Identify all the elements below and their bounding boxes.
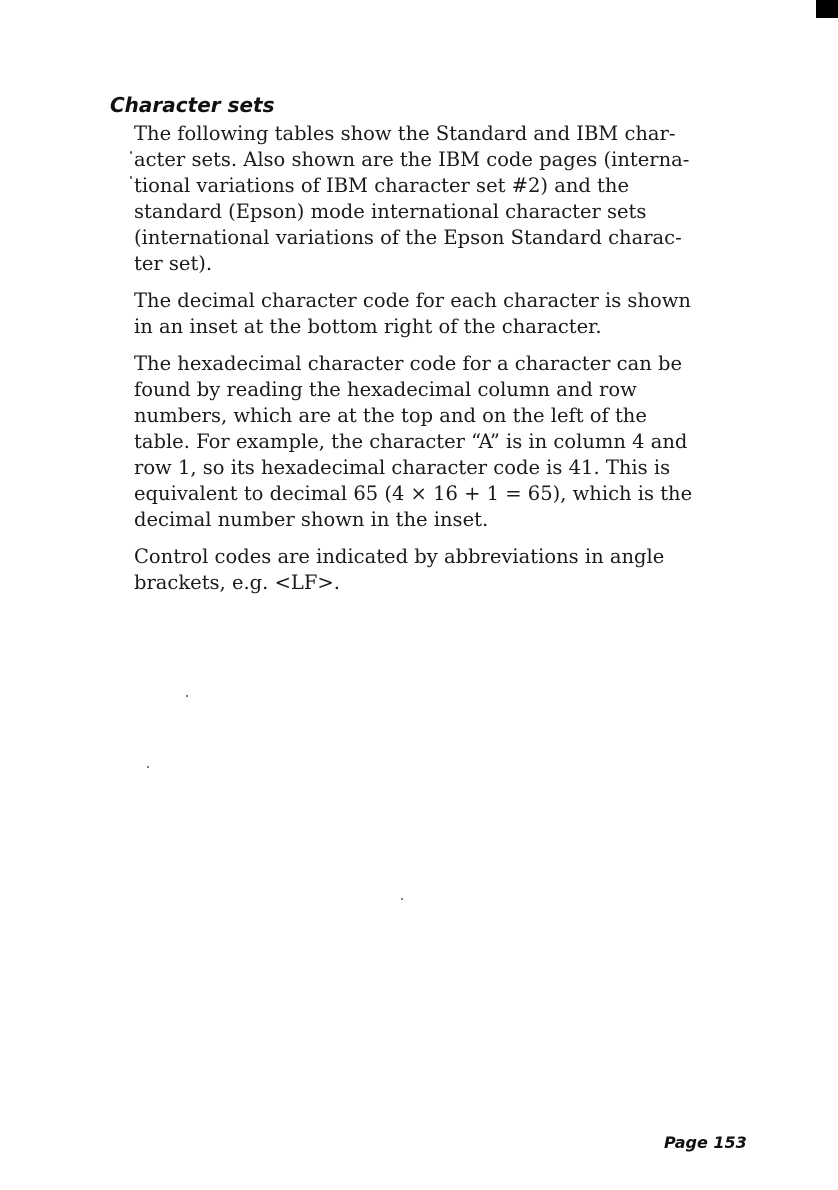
scan-speck (130, 176, 132, 179)
page-number: Page 153 (664, 1133, 747, 1152)
section-heading: Character sets (110, 93, 275, 117)
text-line: decimal number shown in the inset. (134, 508, 489, 531)
text-line: tional variations of IBM character set #2) and the (134, 174, 629, 197)
text-line: standard (Epson) mode international character sets (134, 200, 647, 223)
text-line: acter sets. Also shown are the IBM code pages (interna- (134, 148, 690, 171)
paragraph-decimal-code (134, 288, 744, 340)
text-line: numbers, which are at the top and on the left of the (134, 404, 647, 427)
text-line: The hexadecimal character code for a character can be (134, 352, 683, 375)
body-text (134, 121, 744, 607)
scan-speck (186, 695, 188, 697)
corner-tab-mark (816, 0, 838, 18)
text-line: The following tables show the Standard and IBM char- (134, 122, 676, 145)
scan-speck (147, 766, 149, 768)
text-line: row 1, so its hexadecimal character code is 41. This is (134, 456, 671, 479)
text-line: Control codes are indicated by abbreviations in angle (134, 545, 665, 568)
text-line: (international variations of the Epson Standard charac- (134, 226, 682, 249)
text-line: ter set). (134, 252, 213, 275)
text-line: in an inset at the bottom right of the character. (134, 315, 602, 338)
scan-speck (130, 151, 132, 154)
text-line: The decimal character code for each character is shown (134, 289, 691, 312)
text-line: found by reading the hexadecimal column and row (134, 378, 637, 401)
text-line: equivalent to decimal 65 (4 × 16 + 1 = 65), which is the (134, 482, 693, 505)
paragraph-intro (134, 121, 744, 277)
scan-speck (401, 898, 403, 900)
text-line: brackets, e.g. <LF>. (134, 571, 340, 594)
text-line: table. For example, the character “A” is in column 4 and (134, 430, 688, 453)
paragraph-control-codes (134, 544, 744, 596)
paragraph-hex-code (134, 351, 744, 533)
